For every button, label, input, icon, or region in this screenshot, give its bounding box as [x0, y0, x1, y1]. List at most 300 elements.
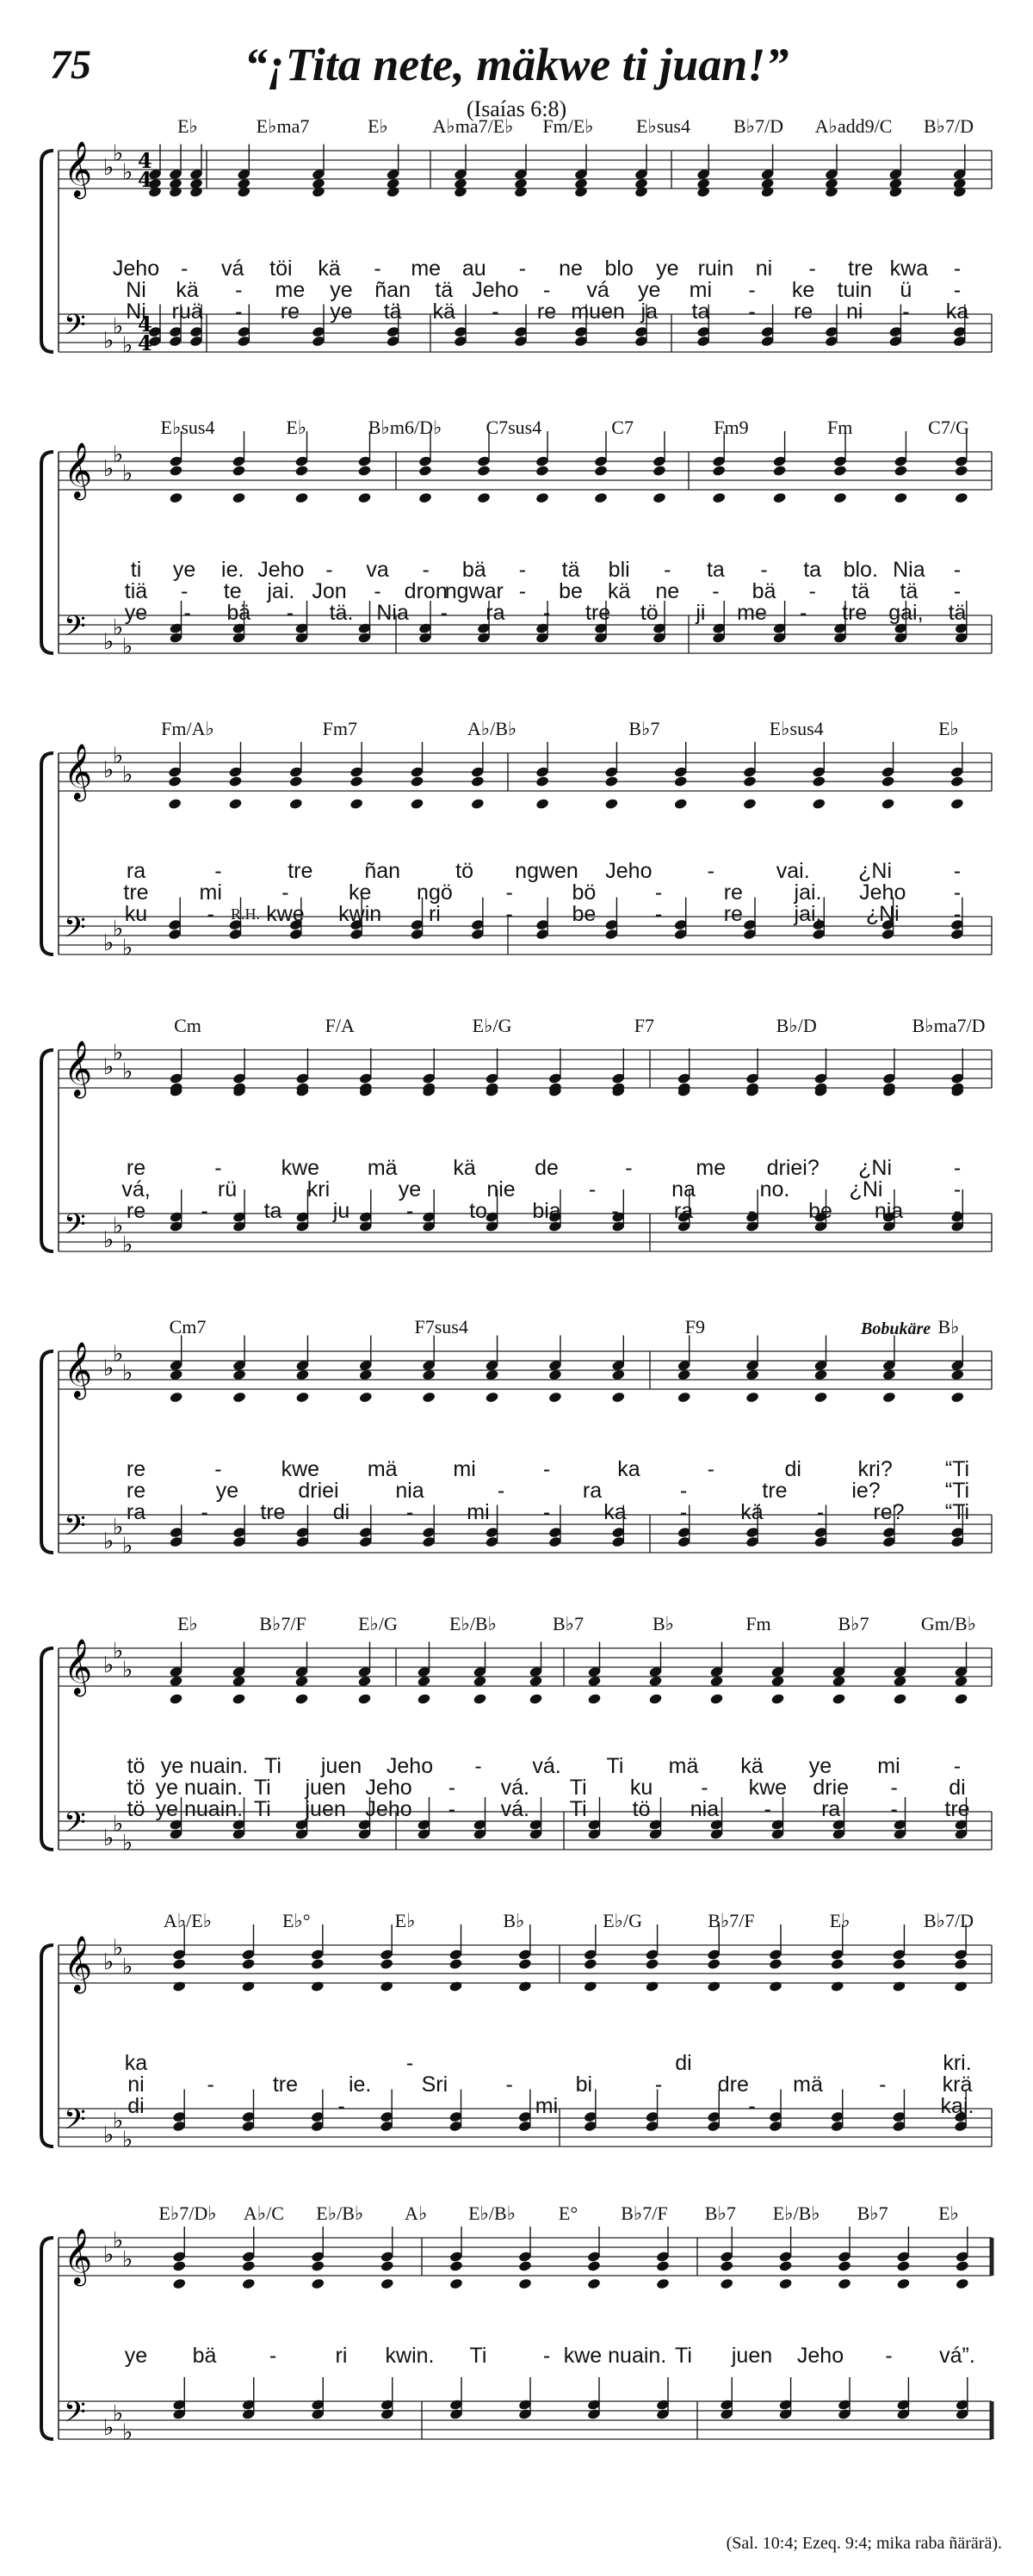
key-flat-icon: ♭ — [122, 332, 133, 359]
note-head — [812, 775, 826, 788]
lyric-syllable: - — [953, 859, 962, 883]
chord-symbol: E♭ — [286, 417, 307, 438]
key-flat-icon: ♭ — [103, 930, 114, 956]
chord-symbol: C7/G — [928, 417, 969, 438]
lyric-syllable: Jeho — [386, 1754, 434, 1778]
lyric-syllable: driei? — [766, 1156, 820, 1180]
chord-symbol: E♭7/D♭ — [158, 2202, 217, 2224]
lyric-syllable: ri — [335, 2344, 348, 2368]
note-head — [349, 775, 364, 788]
key-flat-icon: ♭ — [122, 2419, 133, 2446]
note-head — [954, 1958, 968, 1970]
lyric-syllable: ta — [706, 558, 725, 582]
lyric-syllable: ji — [696, 601, 706, 625]
lyric-syllable: - — [664, 558, 671, 582]
key-flat-icon: ♭ — [113, 2227, 124, 2254]
lyric-syllable: - — [701, 1776, 708, 1800]
lyric-syllable: - — [953, 880, 962, 905]
chord-symbol: A♭/B♭ — [467, 718, 517, 739]
key-flat-icon: ♭ — [103, 1652, 114, 1678]
note-head — [745, 1391, 760, 1403]
lyric-syllable: ¿Ni — [858, 859, 893, 883]
lyric-syllable: kwe — [266, 902, 305, 926]
lyric-syllable: ni — [846, 300, 863, 324]
note-head — [232, 1391, 247, 1403]
lyric-syllable: jai. — [794, 880, 822, 905]
lyric-syllable: me — [411, 256, 442, 281]
note-head — [653, 491, 667, 503]
chord-symbol: E♭ — [938, 2202, 959, 2224]
system-brace-icon — [41, 1945, 53, 2147]
lyric-syllable: no. — [759, 1177, 790, 1202]
note-head — [169, 1693, 183, 1705]
lyric-syllable: - — [542, 2344, 551, 2368]
lyric-syllable: ye — [330, 278, 353, 302]
lyric-syllable: jai. — [267, 579, 295, 603]
note-head — [410, 798, 424, 810]
lyric-syllable: kwin. — [385, 2344, 435, 2368]
lyric-syllable: - — [180, 256, 189, 281]
treble-clef-icon: 𝄞 — [64, 2228, 93, 2284]
lyric-syllable: - — [953, 256, 962, 281]
chord-symbol: Fm9 — [714, 417, 749, 438]
bass-staff — [59, 1510, 992, 1560]
key-flat-icon: ♭ — [122, 159, 133, 186]
lyric-syllable: Jeho — [365, 1797, 412, 1821]
note-head — [594, 491, 609, 503]
note-head — [712, 465, 727, 477]
lyric-syllable: - — [269, 2344, 277, 2368]
system-brace-icon — [41, 1648, 53, 1850]
time-signature: 4 — [138, 312, 152, 337]
note-head — [535, 775, 550, 788]
lyric-syllable: Ti — [569, 1797, 587, 1821]
lyric-syllable: kri — [306, 1177, 331, 1202]
note-head — [833, 465, 848, 477]
note-head — [673, 798, 688, 810]
time-signature: 4 — [138, 148, 152, 173]
music-system-4 — [0, 1015, 1033, 1338]
lyric-syllable: ra — [126, 859, 146, 883]
key-flat-icon: ♭ — [113, 615, 124, 641]
note-head — [168, 798, 182, 810]
note-head — [896, 2260, 911, 2272]
lyric-syllable: - — [748, 1199, 756, 1223]
chord-symbol: F7 — [634, 1015, 655, 1036]
lyric-syllable: - — [542, 278, 551, 302]
lyric-syllable: - — [707, 859, 714, 883]
system-brace-icon — [41, 452, 53, 653]
lyric-syllable: bö — [572, 880, 597, 905]
chord-symbol: B♭7/F — [621, 2202, 668, 2224]
lyric-syllable: ka — [617, 1457, 640, 1481]
lyric-syllable: mi — [535, 2094, 559, 2118]
note-head — [954, 1980, 968, 1992]
key-flat-icon: ♭ — [122, 1533, 133, 1560]
lyric-syllable: ka — [124, 2051, 148, 2075]
lyric-syllable: ngwen — [515, 859, 578, 883]
lyric-syllable: - — [235, 300, 243, 324]
lyric-syllable: - — [748, 2094, 756, 2118]
lyric-syllable: Jeho — [112, 256, 160, 281]
key-flat-icon: ♭ — [113, 1935, 124, 1961]
note-head — [380, 2277, 394, 2289]
lyric-syllable: bä — [226, 601, 251, 625]
lyric-syllable: tuin — [837, 278, 872, 302]
note-head — [357, 1693, 372, 1705]
chord-symbol: Cm7 — [169, 1316, 207, 1337]
lyric-syllable: Jeho — [859, 880, 906, 905]
note-head — [241, 1980, 256, 1992]
note-head — [954, 1693, 968, 1705]
lyric-syllable: kä — [318, 256, 341, 281]
note-head — [169, 1391, 183, 1403]
lyric-syllable: vá — [586, 278, 609, 302]
note-head — [380, 2260, 394, 2272]
lyric-syllable: Ti — [253, 1776, 271, 1800]
lyric-syllable: Ti — [264, 1754, 281, 1778]
note-head — [169, 491, 183, 503]
lyric-syllable: - — [953, 902, 962, 926]
chord-symbol: A♭ma7/E♭ — [432, 115, 514, 137]
lyric-syllable: mi — [877, 1754, 900, 1778]
chord-symbol: Cm — [174, 1015, 201, 1036]
key-flat-icon: ♭ — [113, 743, 124, 769]
lyric-syllable: kwin — [338, 902, 382, 926]
note-head — [896, 2277, 911, 2289]
lyric-syllable: - — [890, 1776, 898, 1800]
chord-symbol: E♭ — [368, 115, 388, 137]
chord-symbol: Fm — [827, 417, 853, 438]
lyric-syllable: ie. — [348, 2073, 372, 2097]
lyric-syllable: tre — [272, 2073, 299, 2097]
chord-symbol: E♭ — [394, 1910, 416, 1931]
lyric-syllable: töi — [269, 256, 293, 281]
lyric-syllable: - — [505, 902, 513, 926]
note-head — [720, 2260, 734, 2272]
chord-symbol: A♭/E♭ — [163, 1910, 213, 1931]
lyric-syllable: - — [953, 1754, 962, 1778]
treble-clef-icon: 𝄞 — [64, 744, 93, 800]
chord-symbol: B♭/D — [776, 1015, 817, 1036]
note-head — [769, 1980, 783, 1992]
note-head — [485, 1391, 499, 1403]
key-flat-icon: ♭ — [103, 456, 114, 482]
lyric-syllable: - — [542, 601, 551, 625]
lyric-syllable: tö — [455, 859, 474, 883]
lyric-syllable: ja — [640, 300, 658, 324]
treble-staff — [59, 1342, 992, 1400]
key-flat-icon: ♭ — [103, 2415, 114, 2441]
note-head — [169, 465, 183, 477]
lyric-syllable: ñan — [364, 859, 401, 883]
lyric-syllable: me — [275, 278, 306, 302]
lyric-syllable: - — [180, 579, 189, 603]
lyric-syllable: tre — [260, 1500, 286, 1524]
note-head — [477, 465, 492, 477]
key-flat-icon: ♭ — [113, 442, 124, 468]
lyric-syllable: blo — [604, 256, 634, 281]
note-head — [311, 1958, 325, 1970]
key-flat-icon: ♭ — [103, 328, 114, 354]
note-head — [838, 2260, 852, 2272]
note-head — [604, 798, 619, 810]
key-flat-icon: ♭ — [103, 1356, 114, 1381]
lyric-syllable: - — [654, 902, 663, 926]
lyric-syllable: - — [748, 278, 756, 302]
lyric-syllable: driei — [298, 1479, 339, 1503]
chord-symbol: Fm — [745, 1613, 771, 1634]
bass-clef-icon: 𝄢 — [64, 1208, 86, 1248]
note-head — [772, 465, 787, 477]
staff-svg — [0, 1924, 1033, 2216]
chord-symbol: A♭add9/C — [814, 115, 893, 137]
time-signature: 4 — [138, 167, 152, 192]
note-head — [953, 186, 968, 198]
treble-clef-icon: 𝄞 — [64, 442, 93, 498]
music-system-8 — [0, 2202, 1033, 2526]
lyric-syllable: ye — [638, 278, 661, 302]
chord-symbol: B♭7 — [628, 718, 660, 739]
chord-symbol: Fm7 — [322, 718, 357, 739]
note-head — [743, 798, 758, 810]
note-head — [311, 2277, 325, 2289]
note-head — [189, 186, 204, 198]
lyric-syllable: krä — [942, 2073, 973, 2097]
lyric-syllable: kä — [432, 300, 455, 324]
lyric-syllable: - — [374, 256, 381, 281]
lyric-syllable: ngwar — [444, 579, 504, 603]
lyric-syllable: re — [723, 902, 743, 926]
lyric-syllable: tä — [435, 278, 454, 302]
lyric-syllable: - — [953, 558, 962, 582]
key-flat-icon: ♭ — [122, 460, 133, 487]
lyric-syllable: ye — [124, 601, 148, 625]
lyric-syllable: - — [505, 2073, 513, 2097]
note-head — [720, 2277, 734, 2289]
lyric-syllable: ¿Ni — [858, 1156, 893, 1180]
note-head — [241, 1958, 256, 1970]
lyric-syllable: kwe — [281, 1156, 320, 1180]
key-flat-icon: ♭ — [122, 935, 133, 961]
lyric-syllable: - — [816, 1500, 825, 1524]
note-head — [172, 1958, 187, 1970]
chord-symbol: Gm/B♭ — [920, 1613, 977, 1634]
note-head — [574, 186, 589, 198]
staff-svg — [0, 2216, 1033, 2509]
note-head — [295, 1391, 310, 1403]
lyric-syllable: tä — [561, 558, 580, 582]
staff-svg — [0, 430, 1033, 723]
lyric-syllable: - — [707, 1457, 714, 1481]
chord-symbol: F7sus4 — [414, 1316, 468, 1337]
lyric-syllable: ruä — [171, 300, 203, 324]
note-head — [294, 491, 309, 503]
lyric-syllable: ü — [900, 278, 912, 302]
lyric-syllable: “Ti — [944, 1457, 970, 1481]
lyric-syllable: ke — [791, 278, 815, 302]
lyric-syllable: re — [126, 1457, 146, 1481]
lyric-syllable: ku — [629, 1776, 653, 1800]
lyric-syllable: - — [799, 601, 807, 625]
lyric-syllable: re — [723, 880, 743, 905]
note-head — [769, 1958, 783, 1970]
bass-clef-icon: 𝄢 — [64, 911, 86, 951]
lyric-syllable: - — [337, 2094, 345, 2118]
lyric-syllable: ne — [559, 256, 583, 281]
song-title: “¡Tita nete, mäkwe ti juan!” — [244, 39, 789, 90]
lyric-syllable: ra — [126, 1500, 146, 1524]
note-head — [888, 186, 903, 198]
chord-symbol: E♭° — [281, 1910, 311, 1931]
lyric-syllable: - — [953, 1177, 962, 1202]
chord-symbol: B♭7 — [857, 2202, 888, 2224]
lyric-syllable: - — [474, 1754, 482, 1778]
key-flat-icon: ♭ — [113, 2108, 124, 2134]
lyric-syllable: - — [902, 300, 910, 324]
lyric-syllable: tä — [383, 300, 402, 324]
song-number: 75 — [50, 42, 91, 88]
note-head — [645, 1980, 659, 1992]
treble-staff — [59, 744, 992, 802]
chord-symbol: C7 — [611, 417, 634, 438]
lyric-syllable: va — [366, 558, 389, 582]
note-head — [449, 2260, 464, 2272]
lyric-syllable: tä. — [329, 601, 354, 625]
lyric-syllable: di — [784, 1457, 801, 1481]
chord-symbol: B♭ — [937, 1316, 960, 1337]
lyric-syllable: ta — [263, 1199, 282, 1223]
note-head — [673, 775, 688, 788]
note-head — [449, 2277, 464, 2289]
note-head — [645, 1958, 659, 1970]
chord-symbol: B♭7 — [838, 1613, 869, 1634]
note-head — [892, 1980, 906, 1992]
lyric-syllable: Ni — [126, 300, 146, 324]
lyric-syllable: bä — [192, 2344, 217, 2368]
note-head — [587, 1693, 602, 1705]
note-head — [653, 465, 667, 477]
lyric-syllable: di — [949, 1776, 966, 1800]
lyric-syllable: bli — [608, 558, 630, 582]
lyric-syllable: Ni — [126, 278, 146, 302]
lyric-syllable: ye nuain. — [160, 1754, 249, 1778]
note-head — [830, 1958, 844, 1970]
lyric-syllable: tre — [585, 601, 611, 625]
lyric-syllable: tö — [632, 1797, 651, 1821]
chord-symbol: E♭/B♭ — [449, 1613, 497, 1634]
lyric-syllable: - — [518, 558, 527, 582]
key-flat-icon: ♭ — [103, 757, 114, 783]
note-head — [410, 775, 424, 788]
key-flat-icon: ♭ — [103, 1227, 114, 1253]
lyric-syllable: dre — [717, 2073, 749, 2097]
chord-symbol: B♭7 — [552, 1613, 585, 1634]
lyric-syllable: nia — [395, 1479, 424, 1503]
lyric-syllable: kwa — [889, 256, 929, 281]
note-head — [743, 775, 758, 788]
note-head — [380, 1980, 394, 1992]
lyric-syllable: re — [794, 300, 813, 324]
note-head — [955, 491, 969, 503]
footer-references: (Sal. 10:4; Ezeq. 9:4; mika raba ñärärä). — [726, 2534, 1002, 2553]
note-head — [172, 1980, 187, 1992]
chord-symbol: B♭7/F — [708, 1910, 755, 1931]
lyric-syllable: - — [448, 1797, 456, 1821]
lyric-syllable: mi — [689, 278, 713, 302]
note-head — [825, 186, 839, 198]
note-head — [882, 1391, 897, 1403]
note-head — [881, 798, 895, 810]
lyric-syllable: me — [696, 1156, 727, 1180]
note-head — [241, 2277, 256, 2289]
note-head — [172, 2260, 187, 2272]
note-head — [894, 465, 908, 477]
lyric-syllable: vá, — [121, 1177, 151, 1202]
lyric-syllable: juen — [731, 2344, 773, 2368]
chord-symbol: B♭m6/D♭ — [368, 417, 442, 438]
lyric-syllable: gai, — [888, 601, 924, 625]
lyric-syllable: - — [808, 579, 816, 603]
lyric-syllable: - — [505, 880, 513, 905]
note-head — [950, 775, 965, 788]
lyric-syllable: - — [201, 1199, 208, 1223]
note-head — [418, 465, 433, 477]
key-flat-icon: ♭ — [122, 1360, 133, 1387]
chord-symbol: E♭/B♭ — [468, 2202, 516, 2224]
lyric-syllable: mä — [367, 1156, 398, 1180]
lyric-syllable: tre — [842, 601, 868, 625]
lyric-syllable: - — [374, 579, 381, 603]
note-head — [584, 1958, 598, 1970]
lyric-syllable: vá. — [500, 1797, 529, 1821]
note-head — [677, 1391, 691, 1403]
bass-clef-icon: 𝄢 — [64, 309, 86, 349]
lyric-syllable: ra — [821, 1797, 841, 1821]
chord-symbol: Fm/E♭ — [542, 115, 594, 137]
lyric-syllable: juen — [320, 1754, 362, 1778]
lyric-syllable: ye nuain. — [155, 1776, 244, 1800]
lyric-syllable: tä — [900, 579, 919, 603]
lyric-syllable: tre — [288, 859, 313, 883]
chord-symbol: E♭sus4 — [160, 417, 215, 438]
note-head — [228, 798, 243, 810]
lyric-syllable: kä — [176, 278, 199, 302]
key-flat-icon: ♭ — [122, 2127, 133, 2153]
note-head — [950, 798, 965, 810]
chord-symbol: E♭ — [177, 115, 198, 137]
lyric-syllable: - — [325, 558, 333, 582]
lyric-syllable: tä — [948, 601, 967, 625]
key-flat-icon: ♭ — [103, 1054, 114, 1080]
note-head — [587, 2260, 602, 2272]
lyric-syllable: ye — [398, 1177, 422, 1202]
note-head — [956, 2277, 970, 2289]
note-head — [514, 186, 529, 198]
bass-clef-icon: 𝄢 — [64, 2103, 86, 2143]
lyric-syllable: di — [332, 1500, 350, 1524]
key-flat-icon: ♭ — [113, 916, 124, 942]
note-head — [813, 1391, 828, 1403]
chord-symbol: F/A — [325, 1015, 355, 1036]
lyric-syllable: juen — [305, 1797, 346, 1821]
key-flat-icon: ♭ — [113, 1638, 124, 1665]
note-head — [696, 186, 711, 198]
lyric-syllable: - — [885, 2344, 893, 2368]
note-head — [312, 186, 326, 198]
note-head — [232, 465, 246, 477]
note-head — [294, 1693, 309, 1705]
